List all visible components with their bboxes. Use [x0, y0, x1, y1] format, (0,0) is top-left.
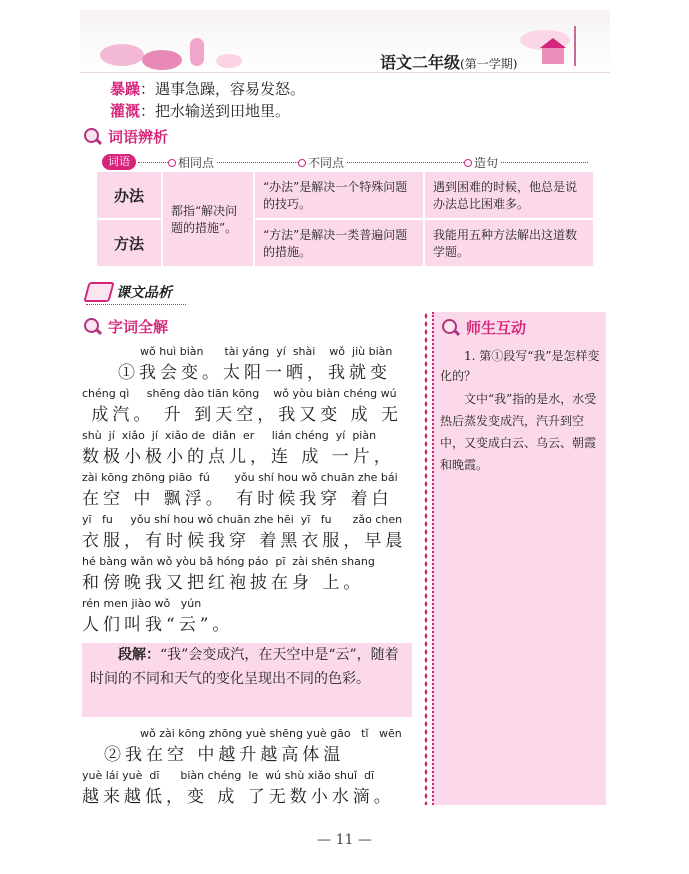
page-title	[380, 50, 517, 73]
legend-dot	[298, 159, 306, 167]
table-same-cell: 都指“解决问题的措施”。	[162, 171, 254, 267]
magnifier-icon	[84, 318, 102, 336]
table-legend	[82, 154, 594, 170]
note-body: “我”会变成汽，在天空中是“云”，随着时间的不同和天气的变化呈现出不同的色彩。	[90, 647, 399, 687]
side-question: 1. 第①段写“我”是怎样变化的？	[440, 349, 600, 383]
text-line: 和傍晚我又把红袍披在身 上。	[82, 573, 365, 593]
note-label: 段解：	[118, 647, 160, 663]
definition-term: 灌溉	[110, 102, 141, 120]
definition-text: ：把水输送到田地里。	[140, 102, 291, 120]
definition-line	[110, 78, 305, 99]
side-panel-heading	[442, 317, 526, 338]
text-line: 越来越低，变 成 了无数小水滴。	[82, 787, 395, 807]
text-line: 人们叫我“云”。	[82, 615, 234, 635]
table-sentence-cell: 我能用五种方法解出这道数学题。	[424, 219, 594, 267]
legend-dot	[464, 159, 472, 167]
legend-word: 词语	[102, 154, 136, 170]
pinyin-line: wǒ zài kōng zhōng yuè shēng yuè gāo tǐ wēn	[140, 727, 402, 740]
text-line: 成汽。 升 到天空，我又变 成 无	[82, 405, 403, 425]
table-diff-cell: “方法”是解决一类普遍问题的措施。	[254, 219, 424, 267]
pinyin-line: yī fu yǒu shí hou wǒ chuān zhe hēi yī fu zǎo chen	[82, 513, 403, 526]
page-number: — 11 —	[317, 832, 372, 848]
table-diff-cell: “办法”是解决一个特殊问题的技巧。	[254, 171, 424, 219]
legend-same: 相同点	[178, 156, 215, 170]
pinyin-line: chéng qì shēng dào tiān kōng wǒ yòu biàn chéng wú	[82, 387, 397, 400]
page-header	[80, 10, 610, 73]
text-line: 衣服，有时候我穿 着黑衣服，早晨	[82, 531, 407, 551]
side-panel-border	[424, 312, 428, 805]
book-subtitle: (第一学期)	[460, 57, 518, 71]
section-title: 词语辨析	[108, 128, 169, 146]
section-heading-kwpm	[86, 282, 172, 302]
comparison-table	[95, 170, 595, 268]
text-line: 数极小极小的点儿，连 成 一片，	[82, 447, 395, 467]
section-heading-ciyu	[84, 126, 168, 147]
roof-icon	[540, 38, 566, 48]
pinyin-line: zài kōng zhōng piāo fú yǒu shí hou wǒ chuān zhe bái	[82, 471, 398, 484]
definition-text: ：遇事急躁，容易发怒。	[140, 80, 306, 98]
legend-diff: 不同点	[308, 156, 345, 170]
side-panel-title: 师生互动	[466, 319, 527, 337]
heart-decoration	[142, 50, 182, 70]
legend-dot	[168, 159, 176, 167]
text-line: 在空 中 飘浮。 有时候我穿 着白	[82, 489, 393, 509]
side-answer: 文中“我”指的是水，水受热后蒸发变成汽，汽升到空中，又变成白云、乌云、朝霞和晚霞。	[440, 392, 597, 472]
paragraph-note-text	[90, 643, 408, 691]
pinyin-line: rén men jiào wǒ yún	[82, 597, 202, 610]
section-title: 字词全解	[108, 318, 169, 336]
pinyin-line: yuè lái yuè dī biàn chéng le wú shù xiǎo shuǐ dī	[82, 769, 375, 782]
table-sentence-cell: 遇到困难的时候，他总是说办法总比困难多。	[424, 171, 594, 219]
text-line: ②我在空 中越升越高体温	[104, 745, 345, 765]
text-line: ①我会变。太阳一晒，我就变	[118, 363, 391, 383]
cloud-decoration	[216, 54, 242, 68]
tree-icon	[574, 26, 576, 66]
house-icon	[542, 46, 564, 64]
table-word-cell: 方法	[96, 219, 162, 267]
magnifier-icon	[84, 128, 102, 146]
table-row	[96, 171, 594, 219]
pinyin-line: shù jí xiǎo jí xiǎo de diǎn er lián chéng yí piàn	[82, 429, 377, 442]
heart-decoration	[100, 44, 144, 66]
table-word-cell: 办法	[96, 171, 162, 219]
pinyin-line: wǒ huì biàn tài yáng yí shài wǒ jiù biàn	[140, 345, 393, 358]
pinyin-line: hé bàng wǎn wǒ yòu bǎ hóng páo pī zài shēn shang	[82, 555, 375, 568]
book-icon	[83, 282, 114, 302]
leaf-decoration	[190, 38, 204, 66]
paragraph-note	[82, 643, 412, 717]
legend-sentence: 造句	[474, 156, 499, 170]
magnifier-icon	[442, 319, 460, 337]
heading-underline	[86, 304, 186, 305]
book-title: 语文二年级	[380, 53, 461, 72]
definition-term: 暴躁	[110, 80, 141, 98]
section-heading-zici	[84, 316, 168, 337]
section-title: 课文品析	[116, 285, 172, 301]
definition-line	[110, 100, 290, 121]
